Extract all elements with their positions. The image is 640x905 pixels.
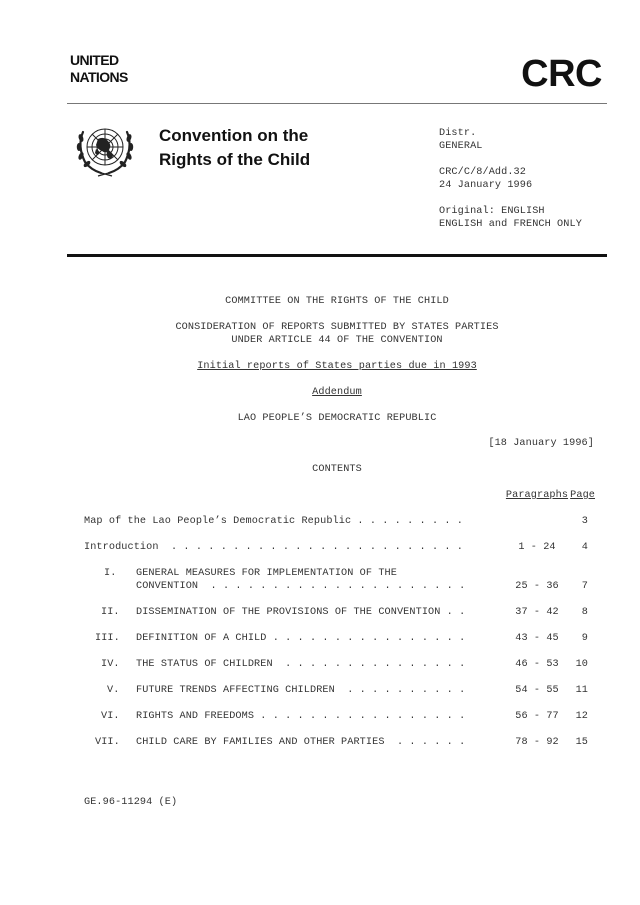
toc-page: 9: [581, 633, 588, 644]
toc-number: III.: [95, 633, 120, 644]
toc-page: 4: [581, 542, 588, 553]
contents-heading: CONTENTS: [312, 464, 362, 475]
document-date: 24 January 1996: [439, 180, 533, 191]
toc-page: 10: [575, 659, 588, 670]
header-thick-divider: [67, 254, 607, 257]
toc-page: 7: [581, 581, 588, 592]
toc-title-line1: GENERAL MEASURES FOR IMPLEMENTATION OF THE: [136, 568, 397, 579]
header-divider: [67, 103, 607, 104]
received-date: [18 January 1996]: [488, 438, 594, 449]
toc-title: DISSEMINATION OF THE PROVISIONS OF THE CONVENTION . .: [136, 607, 466, 618]
toc-number: IV.: [101, 659, 120, 670]
toc-title: THE STATUS OF CHILDREN . . . . . . . . . . . . . . .: [136, 659, 466, 670]
toc-title: CONVENTION . . . . . . . . . . . . . . . . . . . . .: [136, 581, 466, 592]
toc-paragraphs: 43 - 45: [515, 633, 559, 644]
addendum-text: Addendum: [312, 387, 362, 398]
toc-paragraphs: 1 - 24: [518, 542, 556, 553]
toc-header: [84, 489, 596, 502]
org-name-line1: UNITED: [70, 52, 119, 68]
toc-row[interactable]: [84, 567, 596, 580]
toc-paragraphs: 56 - 77: [515, 711, 559, 722]
toc-page: 3: [581, 516, 588, 527]
toc-number: V.: [107, 685, 120, 696]
toc-col-page: Page: [570, 490, 595, 501]
toc-title: CHILD CARE BY FAMILIES AND OTHER PARTIES . . . . . .: [136, 737, 466, 748]
toc-number: VII.: [95, 737, 120, 748]
consideration-heading-line2: UNDER ARTICLE 44 OF THE CONVENTION: [231, 335, 443, 346]
toc-row-continuation[interactable]: [84, 580, 596, 593]
toc-row[interactable]: [84, 710, 596, 723]
toc-paragraphs: 37 - 42: [515, 607, 559, 618]
toc-row[interactable]: [84, 606, 596, 619]
toc-page: 15: [575, 737, 588, 748]
initial-reports-text: Initial reports of States parties due in 1993: [197, 361, 477, 372]
toc-title: Map of the Lao People’s Democratic Republic . . . . . . . . .: [84, 516, 464, 527]
toc-title: DEFINITION OF A CHILD . . . . . . . . . . . . . . . .: [136, 633, 466, 644]
toc-title: Introduction . . . . . . . . . . . . . . . . . . . . . . . .: [84, 542, 464, 553]
committee-heading: COMMITTEE ON THE RIGHTS OF THE CHILD: [225, 296, 449, 307]
convention-title-line1: Convention on the: [159, 126, 309, 145]
toc-title: FUTURE TRENDS AFFECTING CHILDREN . . . . . . . . . .: [136, 685, 466, 696]
consideration-heading-line1: CONSIDERATION OF REPORTS SUBMITTED BY STATES PARTIES: [175, 322, 499, 333]
toc-row[interactable]: [84, 684, 596, 697]
initial-reports-heading: [67, 360, 607, 373]
document-symbol: CRC/C/8/Add.32: [439, 167, 526, 178]
country-heading: LAO PEOPLE’S DEMOCRATIC REPUBLIC: [237, 413, 437, 424]
toc-paragraphs: 54 - 55: [515, 685, 559, 696]
distr-value: GENERAL: [439, 141, 483, 152]
toc-page: 11: [575, 685, 588, 696]
toc-row[interactable]: [84, 541, 596, 554]
distr-label: Distr.: [439, 128, 477, 139]
job-number: GE.96-11294 (E): [84, 797, 178, 808]
toc-number: VI.: [101, 711, 120, 722]
toc-row[interactable]: [84, 515, 596, 528]
convention-title-line2: Rights of the Child: [159, 150, 311, 169]
series-code: CRC: [521, 53, 602, 95]
toc-paragraphs: 46 - 53: [515, 659, 559, 670]
toc-paragraphs: 25 - 36: [515, 581, 559, 592]
toc-row[interactable]: [84, 736, 596, 749]
toc-page: 12: [575, 711, 588, 722]
document-metadata: [439, 127, 582, 231]
toc-row[interactable]: [84, 658, 596, 671]
un-emblem-icon: [74, 120, 136, 178]
org-name: [70, 52, 128, 86]
toc-number: II.: [101, 607, 120, 618]
toc-title: RIGHTS AND FREEDOMS . . . . . . . . . . . . . . . . .: [136, 711, 466, 722]
toc-number: I.: [104, 568, 117, 579]
original-language: Original: ENGLISH: [439, 206, 545, 217]
convention-title: [159, 124, 310, 172]
available-languages: ENGLISH and FRENCH ONLY: [439, 219, 582, 230]
org-name-line2: NATIONS: [70, 69, 128, 85]
toc-col-paragraphs: Paragraphs: [505, 490, 569, 501]
addendum-heading: [67, 386, 607, 399]
toc-paragraphs: 78 - 92: [515, 737, 559, 748]
toc-row[interactable]: [84, 632, 596, 645]
toc-page: 8: [581, 607, 588, 618]
